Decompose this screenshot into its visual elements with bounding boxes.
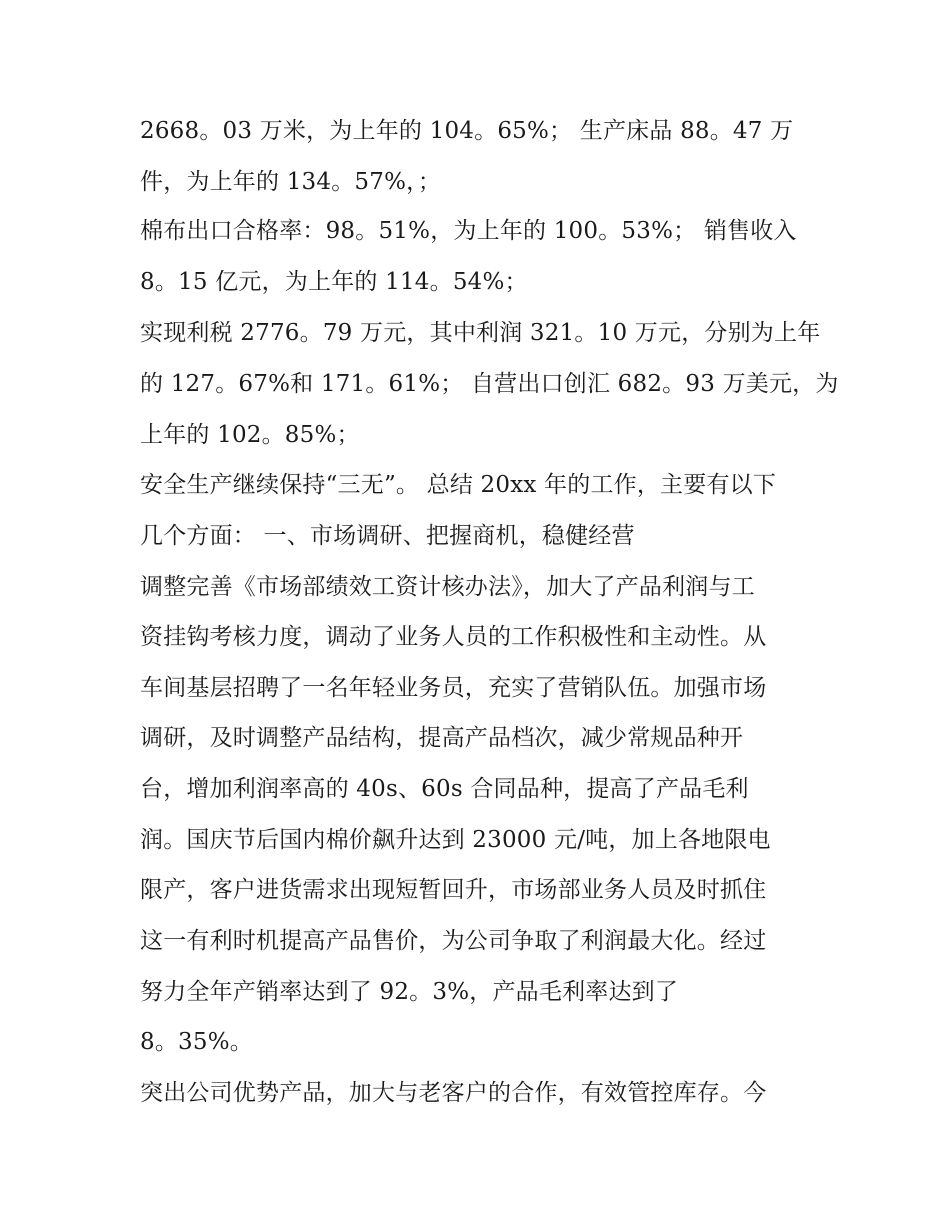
text-line: 突出公司优势产品，加大与老客户的合作，有效管控库存。今 bbox=[140, 1080, 767, 1106]
text-line: 这一有利时机提高产品售价，为公司争取了利润最大化。经过 bbox=[140, 928, 767, 954]
text-line: 限产，客户进货需求出现短暂回升，市场部业务人员及时抓住 bbox=[140, 877, 767, 903]
text-line: 台，增加利润率高的 40s、60s 合同品种，提高了产品毛利 bbox=[140, 776, 749, 802]
text-line: 润。国庆节后国内棉价飙升达到 23000 元/吨，加上各地限电 bbox=[140, 827, 771, 853]
text-line: 的 127。67%和 171。61%； 自营出口创汇 682。93 万美元，为 bbox=[140, 371, 839, 397]
text-line: 车间基层招聘了一名年轻业务员，充实了营销队伍。加强市场 bbox=[140, 675, 767, 701]
text-line: 8。15 亿元，为上年的 114。54%； bbox=[140, 269, 528, 295]
text-line: 实现利税 2776。79 万元，其中利润 321。10 万元，分别为上年 bbox=[140, 320, 821, 346]
text-line: 2668。03 万米，为上年的 104。65%； 生产床品 88。47 万 bbox=[140, 118, 794, 144]
text-line: 安全生产继续保持“三无”。 总结 20xx 年的工作，主要有以下 bbox=[140, 472, 777, 498]
text-line: 资挂钩考核力度，调动了业务人员的工作积极性和主动性。从 bbox=[140, 624, 767, 650]
text-line: 几个方面： 一、市场调研、把握商机，稳健经营 bbox=[140, 523, 635, 549]
text-line: 上年的 102。85%； bbox=[140, 422, 360, 448]
text-line: 8。35%。 bbox=[140, 1029, 253, 1055]
text-line: 努力全年产销率达到了 92。3%，产品毛利率达到了 bbox=[140, 979, 679, 1005]
text-line: 调整完善《市场部绩效工资计核办法》，加大了产品利润与工 bbox=[140, 574, 755, 600]
text-line: 调研，及时调整产品结构，提高产品档次，减少常规品种开 bbox=[140, 725, 744, 751]
text-line: 棉布出口合格率：98。51%，为上年的 100。53%； 销售收入 bbox=[140, 218, 797, 244]
text-line: 件，为上年的 134。57%，； bbox=[140, 169, 442, 195]
